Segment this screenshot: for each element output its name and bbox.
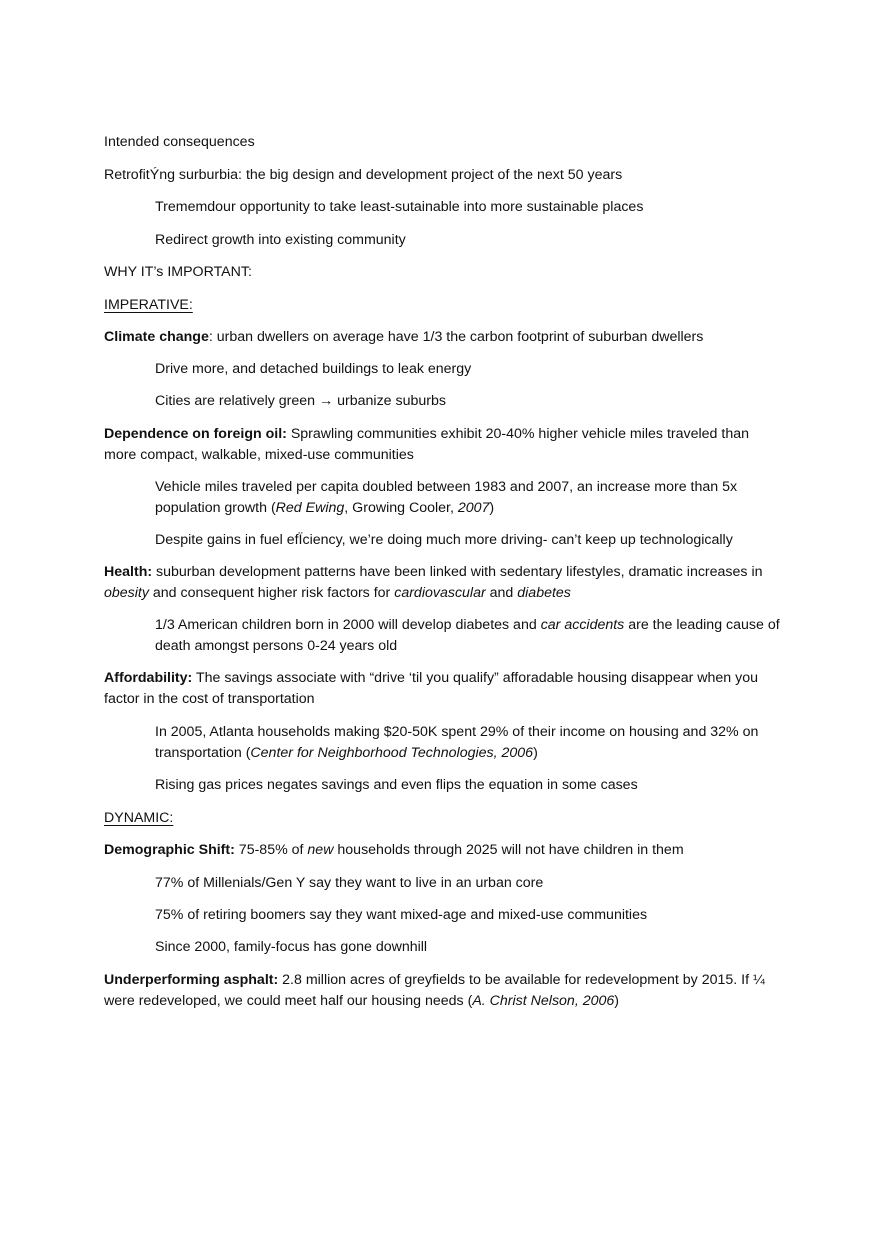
bold-term: Health: — [104, 564, 153, 580]
text: 1/3 American children born in 2000 will develop diabetes and — [155, 617, 541, 633]
para-climate — [104, 327, 780, 348]
line-cities — [155, 391, 780, 412]
line-atlanta — [155, 722, 780, 764]
line-retrofit — [104, 165, 780, 186]
text: Vehicle miles traveled per capita doubled between 1983 and 2007, an increase more than 5x population growth ( — [155, 479, 738, 516]
line-millenials — [155, 873, 780, 894]
bold-term: Dependence on foreign oil: — [104, 426, 287, 442]
line-tremendous — [155, 197, 780, 218]
line-drive — [155, 359, 780, 380]
line-vmt — [155, 477, 780, 519]
line-redirect — [155, 230, 780, 251]
text: Cities are relatively green → urbanize suburbs — [155, 393, 446, 409]
bold-term: Demographic Shift: — [104, 842, 235, 858]
text: Intended consequences — [104, 134, 255, 150]
italic-text: A. Christ Nelson, 2006 — [472, 993, 615, 1009]
para-oil — [104, 424, 780, 466]
italic-text: obesity — [104, 585, 149, 601]
bold-term: Underperforming asphalt: — [104, 972, 279, 988]
para-demographic — [104, 840, 780, 861]
text: RetrofitÝng surburbia: the big design and development project of the next 50 years — [104, 167, 623, 183]
line-despite — [155, 530, 780, 551]
text: and consequent higher risk factors for — [148, 585, 395, 601]
bold-term: Affordability: — [104, 670, 193, 686]
text: suburban development patterns have been linked with sedentary lifestyles, dramatic increases in — [152, 564, 763, 580]
heading-imperative — [104, 295, 780, 316]
text: are the leading cause of death amongst persons 0-24 years old — [155, 617, 780, 654]
text: Redirect growth into existing community — [155, 232, 406, 248]
para-asphalt — [104, 970, 780, 1012]
text: WHY IT’s IMPORTANT: — [104, 264, 252, 280]
text: IMPERATIVE: — [104, 297, 193, 313]
text: ) — [614, 993, 620, 1009]
line-since — [155, 937, 780, 958]
text: 77% of Millenials/Gen Y say they want to live in an urban core — [155, 875, 544, 891]
text: Drive more, and detached buildings to leak energy — [155, 361, 472, 377]
text: ) — [533, 745, 538, 761]
italic-text: cardiovascular — [394, 585, 486, 601]
text: : urban dwellers on average have 1/3 the carbon footprint of suburban dwellers — [208, 329, 704, 345]
text: In 2005, Atlanta households making $20-50K spent 29% of their income on housing and 32% on transportation ( — [155, 724, 759, 761]
italic-text: Red Ewing — [275, 500, 345, 516]
bold-term: Climate change — [104, 329, 209, 345]
italic-text: Center for Neighborhood Technologies, 2006 — [250, 745, 534, 761]
text: ) — [489, 500, 495, 516]
text: Since 2000, family-focus has gone downhill — [155, 939, 428, 955]
italic-text: diabetes — [517, 585, 571, 601]
line-intended — [104, 132, 780, 153]
text: Despite gains in fuel efÏciency, we’re doing much more driving- can’t keep up technologically — [155, 532, 733, 548]
text: DYNAMIC: — [104, 810, 174, 826]
italic-text: car accidents — [540, 617, 625, 633]
text: The savings associate with “drive ‘til you qualify” afforadable housing disappear when you factor in the cost of transportation — [104, 670, 759, 707]
italic-text: new — [307, 842, 334, 858]
text: Sprawling communities exhibit 20-40% higher vehicle miles traveled than more compact, walkable, mixed-use communities — [104, 426, 749, 463]
text: Rising gas prices negates savings and even flips the equation in some cases — [155, 777, 638, 793]
para-health — [104, 562, 780, 604]
text: 2.8 million acres of greyfields to be available for redevelopment by 2015. If ¼ were redeveloped, we could meet half our housing needs ( — [104, 972, 765, 1009]
line-boomers — [155, 905, 780, 926]
para-afford — [104, 668, 780, 710]
italic-text: 2007 — [457, 500, 490, 516]
text: households through 2025 will not have children in them — [333, 842, 684, 858]
text: 75-85% of — [234, 842, 308, 858]
line-gas — [155, 775, 780, 796]
text: 75% of retiring boomers say they want mixed-age and mixed-use communities — [155, 907, 648, 923]
text: , Growing Cooler, — [344, 500, 458, 516]
heading-dynamic — [104, 808, 780, 829]
text: and — [485, 585, 518, 601]
text: Trememdour opportunity to take least-sutainable into more sustainable places — [155, 199, 644, 215]
line-kids — [155, 615, 780, 657]
line-why — [104, 262, 780, 283]
